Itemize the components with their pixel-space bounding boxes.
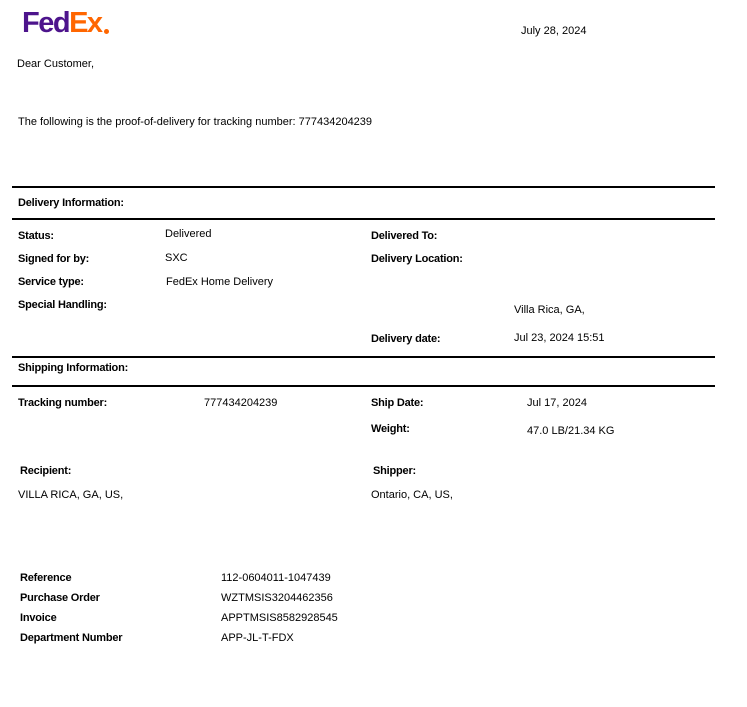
- status-label: Status:: [18, 230, 54, 242]
- shipping-heading: Shipping Information:: [18, 362, 129, 374]
- ship-date-label: Ship Date:: [371, 397, 424, 409]
- delivery-date-label: Delivery date:: [371, 333, 441, 345]
- weight-label: Weight:: [371, 423, 410, 435]
- signed-label: Signed for by:: [18, 253, 90, 265]
- purchase-order-label: Purchase Order: [20, 592, 100, 604]
- divider: [12, 385, 715, 387]
- greeting: Dear Customer,: [17, 58, 95, 70]
- letter-date: July 28, 2024: [521, 25, 587, 37]
- shipper-value: Ontario, CA, US,: [371, 489, 453, 501]
- logo-fed: Fed: [22, 7, 70, 39]
- status-value: Delivered: [165, 228, 212, 240]
- ship-date-value: Jul 17, 2024: [527, 397, 587, 409]
- divider: [12, 356, 715, 358]
- delivered-to-label: Delivered To:: [371, 230, 438, 242]
- weight-value: 47.0 LB/21.34 KG: [527, 425, 615, 437]
- department-number-value: APP-JL-T-FDX: [221, 632, 294, 644]
- purchase-order-value: WZTMSIS3204462356: [221, 592, 333, 604]
- signed-value: SXC: [165, 252, 188, 264]
- delivery-heading: Delivery Information:: [18, 197, 124, 209]
- divider: [12, 186, 715, 188]
- invoice-value: APPTMSIS8582928545: [221, 612, 338, 624]
- recipient-value: VILLA RICA, GA, US,: [18, 489, 124, 501]
- shipper-label: Shipper:: [373, 465, 417, 477]
- reference-value: 112-0604011-1047439: [221, 572, 331, 584]
- delivery-date-value: Jul 23, 2024 15:51: [514, 332, 605, 344]
- service-value: FedEx Home Delivery: [166, 276, 273, 288]
- invoice-label: Invoice: [20, 612, 57, 624]
- tracking-label: Tracking number:: [18, 397, 108, 409]
- reference-label: Reference: [20, 572, 72, 584]
- logo-dot: [104, 29, 109, 34]
- special-handling-label: Special Handling:: [18, 299, 107, 311]
- service-label: Service type:: [18, 276, 84, 288]
- delivery-location-value: Villa Rica, GA,: [514, 304, 585, 316]
- intro-text: The following is the proof-of-delivery for tracking number: 777434204239: [18, 116, 373, 128]
- divider: [12, 218, 715, 220]
- recipient-label: Recipient:: [20, 465, 72, 477]
- delivery-location-label: Delivery Location:: [371, 253, 463, 265]
- department-number-label: Department Number: [20, 632, 123, 644]
- tracking-value: 777434204239: [204, 397, 278, 409]
- logo-ex: Ex: [69, 7, 102, 39]
- fedex-logo: [22, 7, 102, 39]
